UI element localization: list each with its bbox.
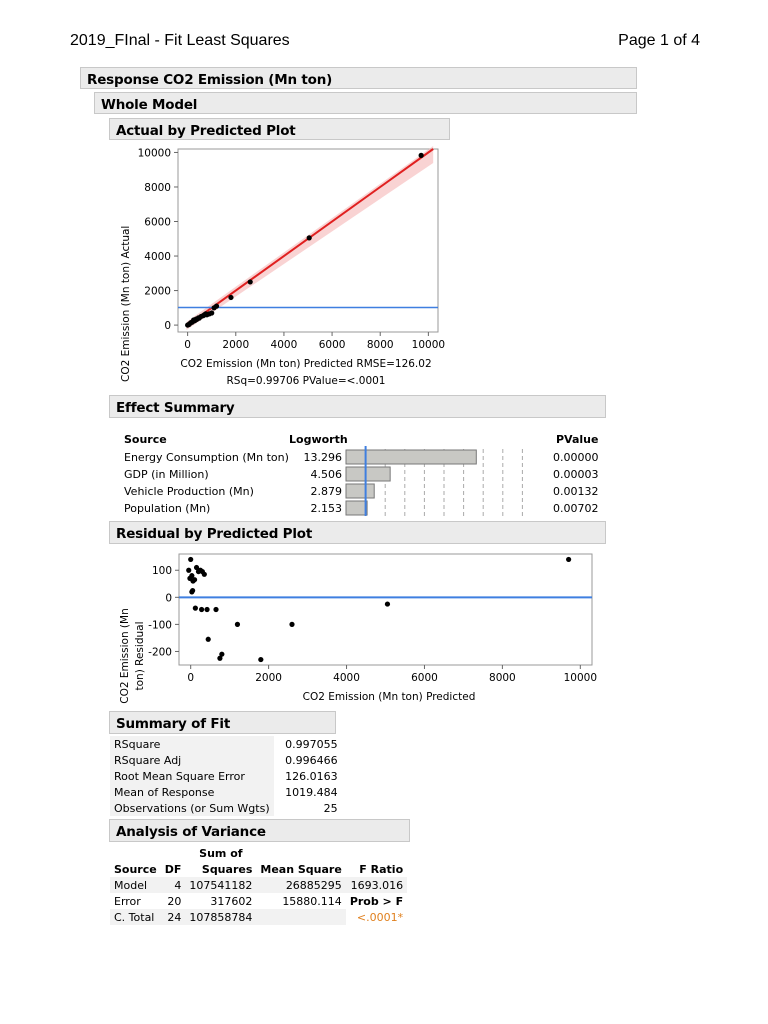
es-bar [346, 484, 374, 498]
fit-value: 25 [323, 801, 338, 815]
fit-row [110, 800, 342, 816]
fit-row [110, 736, 342, 752]
ap-point [307, 235, 312, 240]
rp-xlabel: CO2 Emission (Mn ton) Predicted [302, 691, 476, 703]
es-logworth-value: 13.296 [303, 451, 342, 464]
anova-row-source: Model [110, 877, 161, 893]
ap-point [212, 305, 217, 310]
actual-by-predicted-title: Actual by Predicted Plot [116, 123, 296, 139]
ap-ytick-label: 6000 [144, 216, 171, 229]
rp-ytick-label: 100 [151, 565, 172, 578]
rp-point [188, 557, 193, 562]
anova-row-ss: 107858784 [185, 909, 256, 925]
ap-xlabel2: RSq=0.99706 PValue=<.0001 [226, 375, 386, 387]
rp-ytick-label: 0 [165, 592, 172, 605]
anova-row-df: 20 [167, 894, 182, 908]
rp-point [566, 557, 571, 562]
rp-point [206, 637, 211, 642]
rp-point [186, 568, 191, 573]
es-logworth-value: 4.506 [310, 468, 342, 481]
fit-row [110, 752, 342, 768]
response-outline-header[interactable] [80, 67, 637, 89]
rp-ytick-label: -200 [148, 646, 172, 659]
anova-col-df: DF [164, 862, 182, 876]
ap-ytick-label: 4000 [144, 251, 171, 264]
es-col-pvalue: PValue [556, 433, 599, 446]
anova-row-df: 4 [161, 877, 186, 893]
rp-xtick-label: 2000 [255, 672, 282, 684]
anova-row-ss: 317602 [210, 894, 253, 908]
anova-col-f: F Ratio [359, 862, 404, 876]
rp-xtick-label: 10000 [563, 672, 598, 684]
rp-point [193, 606, 198, 611]
es-pvalue: 0.00003 [553, 468, 598, 481]
anova-col-ss: Squares [201, 862, 253, 876]
document-title: 2019_FInal - Fit Least Squares [70, 32, 290, 49]
ap-ytick-label: 8000 [144, 181, 171, 194]
ap-ytick-label: 2000 [144, 285, 171, 298]
residual-by-predicted-header[interactable] [109, 521, 606, 544]
ap-xtick-label: 8000 [366, 339, 394, 351]
rp-point [213, 607, 218, 612]
ap-point [209, 310, 214, 315]
anova-row-ms [256, 909, 345, 925]
ap-point [248, 279, 253, 284]
anova-row-f: 1693.016 [346, 877, 407, 893]
rp-point [199, 607, 204, 612]
actual-by-predicted-header[interactable] [109, 118, 450, 140]
fit-value: 0.996466 [285, 753, 338, 767]
es-source-label: Population (Mn) [124, 502, 211, 515]
fit-row [110, 768, 342, 784]
ap-xlabel: CO2 Emission (Mn ton) Predicted RMSE=126.02 [180, 358, 432, 370]
es-logworth-value: 2.879 [310, 485, 342, 498]
ap-ytick-label: 0 [164, 320, 171, 333]
rp-point [192, 577, 197, 582]
effect-summary-title: Effect Summary [116, 400, 235, 416]
whole-model-title: Whole Model [101, 97, 198, 113]
rp-xtick-label: 6000 [411, 672, 438, 684]
ap-ylabel: CO2 Emission (Mn ton) Actual [120, 225, 132, 382]
rp-point [217, 656, 222, 661]
residual-by-predicted-chart [112, 548, 612, 706]
summary-of-fit-header[interactable] [109, 711, 336, 734]
rp-point [235, 622, 240, 627]
rp-point [258, 657, 263, 662]
anova-row-df: 24 [161, 909, 186, 925]
ap-xtick-label: 2000 [222, 339, 250, 351]
es-bar [346, 501, 367, 515]
fit-label: Mean of Response [110, 784, 274, 800]
anova-row-ms: 26885295 [256, 877, 345, 893]
es-source-label: Energy Consumption (Mn ton) [124, 451, 289, 464]
anova-header[interactable] [109, 819, 410, 842]
anova-table [110, 845, 407, 925]
rp-ytick-label: -100 [148, 619, 172, 632]
rp-point [204, 607, 209, 612]
fit-value: 1019.484 [285, 785, 338, 799]
rp-ylabel-line1: CO2 Emission (Mn [119, 608, 131, 704]
fit-value: 0.997055 [285, 737, 338, 751]
residual-by-predicted-title: Residual by Predicted Plot [116, 526, 313, 542]
page-number: Page 1 of 4 [618, 32, 700, 49]
rp-point [385, 601, 390, 606]
es-col-logworth: Logworth [289, 433, 348, 446]
summary-of-fit-title: Summary of Fit [116, 716, 231, 732]
anova-prob-label: Prob > F [349, 894, 404, 908]
es-pvalue: 0.00702 [553, 502, 598, 515]
ap-xtick-label: 6000 [318, 339, 346, 351]
anova-col-ss-top: Sum of [199, 846, 243, 860]
actual-by-predicted-chart [112, 142, 452, 390]
rp-xtick-label: 4000 [333, 672, 360, 684]
summary-of-fit-table [110, 736, 342, 816]
anova-col-ms: Mean Square [260, 862, 342, 876]
anova-col-source: Source [114, 862, 157, 876]
anova-title: Analysis of Variance [116, 824, 266, 840]
rp-point [289, 622, 294, 627]
fit-label: RSquare [110, 736, 274, 752]
anova-prob-value: <.0001* [356, 910, 404, 924]
ap-point [228, 295, 233, 300]
whole-model-outline-header[interactable] [94, 92, 637, 114]
es-bar [346, 467, 390, 481]
fit-label: Observations (or Sum Wgts) [110, 800, 274, 816]
effect-summary-bars [116, 430, 598, 516]
rp-xtick-label: 8000 [489, 672, 516, 684]
anova-row-source: C. Total [110, 909, 161, 925]
effect-summary-header[interactable] [109, 395, 606, 418]
ap-xtick-label: 4000 [270, 339, 298, 351]
fit-label: RSquare Adj [110, 752, 274, 768]
fit-label: Root Mean Square Error [110, 768, 274, 784]
fit-row [110, 784, 342, 800]
es-logworth-value: 2.153 [310, 502, 342, 515]
ap-xtick-label: 10000 [411, 339, 446, 351]
ap-point [419, 153, 424, 158]
rp-ylabel-line2: ton) Residual [134, 621, 146, 691]
ap-point [196, 315, 201, 320]
anova-row-source: Error [114, 894, 141, 908]
ap-point [203, 311, 208, 316]
rp-xtick-label: 0 [187, 672, 195, 684]
anova-row-ss: 107541182 [185, 877, 256, 893]
es-pvalue: 0.00132 [553, 485, 598, 498]
anova-row-ms: 15880.114 [282, 894, 342, 908]
fit-value: 126.0163 [285, 769, 338, 783]
es-source-label: Vehicle Production (Mn) [124, 485, 254, 498]
response-title: Response CO2 Emission (Mn ton) [87, 72, 333, 88]
rp-point [189, 589, 194, 594]
rp-point [200, 569, 205, 574]
rp-plot-frame [179, 554, 592, 665]
es-col-source: Source [124, 433, 167, 446]
effect-summary-table [116, 430, 598, 516]
ap-xtick-label: 0 [184, 339, 191, 351]
es-source-label: GDP (in Million) [124, 468, 209, 481]
ap-ytick-label: 10000 [137, 147, 171, 160]
es-pvalue: 0.00000 [553, 451, 598, 464]
